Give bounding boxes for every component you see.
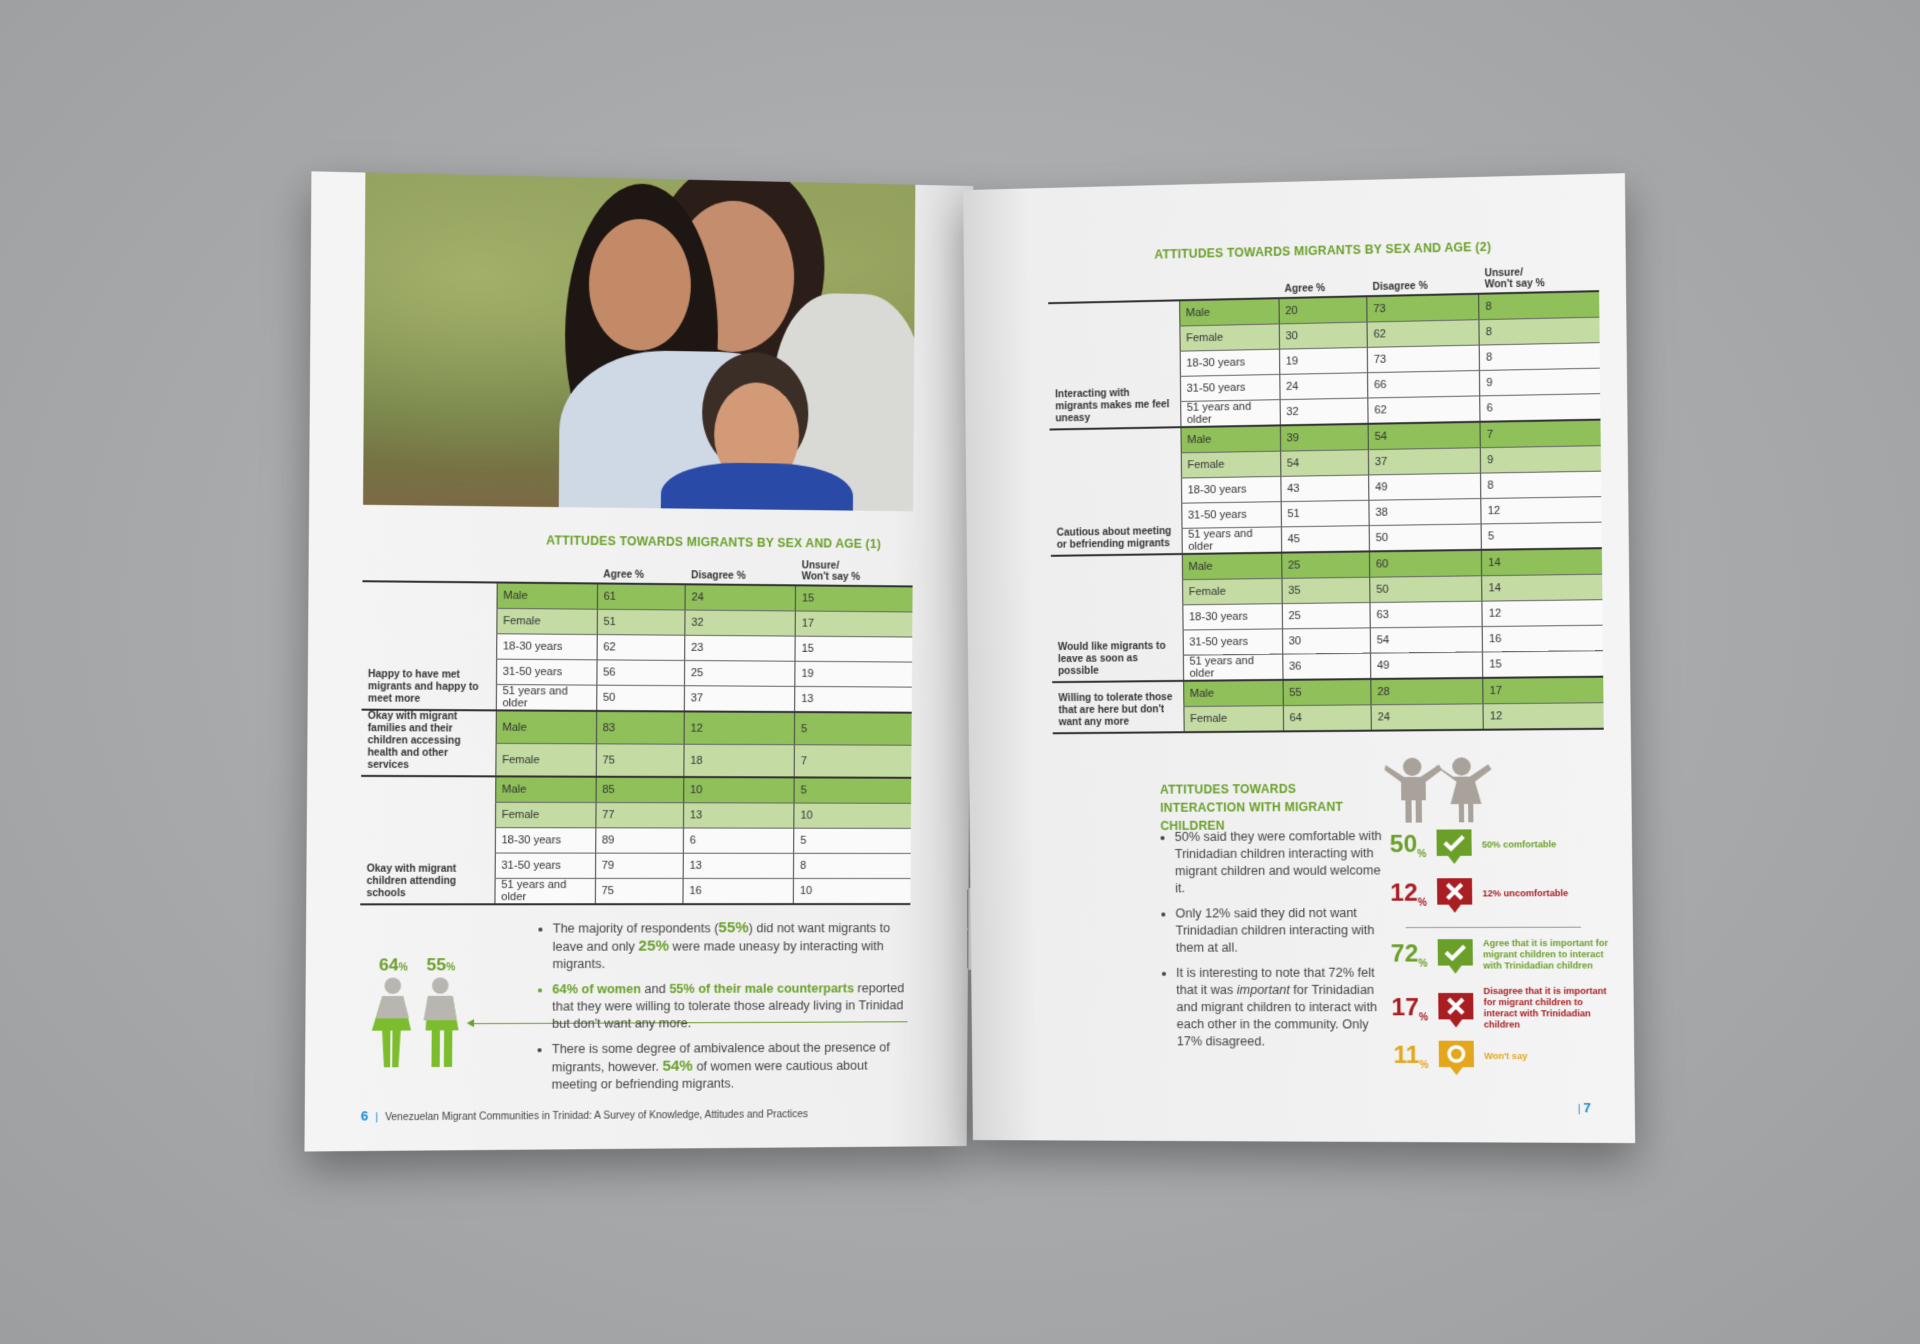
check-icon [1435,937,1474,972]
column-header: Disagree % [1366,266,1478,296]
cross-icon [1436,991,1475,1026]
row-label: Female [1181,451,1281,478]
circle-icon [1437,1039,1476,1074]
column-header: Unsure/ Won't say % [1478,264,1599,294]
column-header: Agree % [597,556,685,584]
table-cell: 73 [1367,345,1479,373]
table-corner [1179,271,1279,300]
row-label: Male [496,710,597,743]
table-row [361,710,911,746]
table-cell: 62 [597,635,685,661]
finding-1: • The majority of respondents (55%) did not want migrants to leave and only 25% were made uneasy by interacting with migrants. [552,919,913,973]
row-group-label: Interacting with migrants makes me feel uneasy [1048,300,1180,429]
table-cell: 24 [685,584,796,611]
stat-value: 72 [1390,940,1419,968]
table-cell: 39 [1280,424,1368,451]
table-cell: 51 [1281,500,1369,527]
table-cell: 32 [685,610,796,636]
row-group-label: Would like migrants to leave as soon as possible [1051,554,1183,682]
children-icon [1381,754,1495,826]
footer: 6 | Venezuelan Migrant Communities in Trinidad: A Survey of Knowledge, Attitudes and Practices [360,1108,809,1124]
table-cell: 24 [1279,373,1367,400]
table-cell: 37 [1368,448,1480,475]
interaction-finding-1: • 50% said they were comfortable with Trinidadian children interacting with migrant children and would welcome it. [1175,828,1385,898]
page-number: 7 [1583,1100,1592,1116]
cross-icon [1435,876,1474,911]
table-cell: 54 [1280,450,1368,477]
women-percent: 64 [378,955,399,975]
table-cell: 30 [1282,628,1370,654]
column-header: Unsure/ Won't say % [795,558,912,586]
table-cell: 64 [1283,705,1371,732]
table-cell: 5 [794,828,911,853]
stat-label: Agree that it is important for migrant children to interact with Trinidadian children [1482,937,1609,971]
row-label: Male [495,776,596,802]
stat-percent-sign: % [1418,1011,1429,1023]
table-cell: 50 [1369,524,1481,551]
table-cell: 89 [595,828,683,853]
row-label: 51 years and older [494,878,595,904]
table-cell: 25 [1281,551,1369,578]
table-cell: 66 [1367,370,1479,398]
stat-item [1384,986,1619,1031]
row-group-label: Cautious about meeting or befriending migrants [1050,427,1182,556]
row-label: 31-50 years [1181,502,1281,529]
table-cell: 8 [1479,343,1600,371]
table-cell: 14 [1482,574,1603,601]
row-group-label: Willing to tolerate those that are here but don't want any more [1052,681,1183,733]
section-title-1: ATTITUDES TOWARDS MIGRANTS BY SEX AND AGE (1) [546,533,882,552]
table-cell: 79 [595,853,683,878]
stat-percent-sign: % [1418,957,1428,970]
table-cell: 30 [1279,322,1367,349]
table-cell: 54 [1368,422,1480,450]
table-cell: 8 [793,853,910,878]
finding-3: • There is some degree of ambivalence about the presence of migrants, however. 54% of women were cautious about meeting or befriending migrants. [552,1039,913,1093]
table-cell: 12 [684,711,795,744]
stat-value: 11 [1393,1041,1420,1070]
table-cell: 5 [794,777,911,803]
table-cell: 51 [597,609,685,635]
table-cell: 7 [1480,420,1601,448]
table-cell: 85 [596,777,684,803]
table-cell: 19 [1279,347,1367,374]
table-cell: 14 [1481,548,1602,576]
table-cell: 50 [1369,576,1481,603]
row-label: Male [1183,680,1283,707]
row-label: 51 years and older [1183,654,1283,681]
family-photo [363,173,915,512]
table-cell: 25 [1282,603,1370,629]
men-percent: 55 [426,955,447,975]
stat-label: Disagree that it is important for migrant children to interact with Trinidadian children [1483,985,1607,1030]
table-cell: 50 [596,685,684,711]
row-label: 18-30 years [495,828,596,853]
interaction-finding-2: • Only 12% said they did not want Trinidadian children interacting with them at all. [1175,905,1385,957]
page-number: 6 [360,1108,369,1124]
stat-percent-sign: % [1417,848,1427,860]
table-corner [1048,273,1179,303]
table-cell: 20 [1278,296,1366,324]
row-label: 51 years and older [1180,400,1280,428]
table-cell: 83 [596,711,684,744]
table-cell: 9 [1480,446,1601,473]
table-cell: 5 [1481,522,1602,550]
section-title-2: ATTITUDES TOWARDS MIGRANTS BY SEX AND AGE (2) [1154,239,1492,262]
table-cell: 28 [1370,678,1482,705]
table-cell: 60 [1369,550,1481,577]
table-cell: 12 [1483,703,1604,730]
row-label: 18-30 years [1182,604,1282,630]
stat-value: 17 [1391,993,1419,1022]
table-corner [497,555,598,583]
stat-item [1382,827,1616,863]
row-label: 31-50 years [495,853,596,878]
table-cell: 15 [1482,651,1603,678]
row-label: 51 years and older [1182,527,1282,554]
row-label: Female [495,802,596,828]
woman-man-icon [369,977,468,1079]
row-label: Female [495,743,596,776]
table-cell: 8 [1479,317,1600,345]
table-cell: 16 [683,878,794,904]
table-cell: 8 [1479,291,1600,320]
table-cell: 18 [684,744,795,777]
table-cell: 12 [1481,497,1602,524]
column-header: Agree % [1278,269,1366,298]
table-cell: 55 [1283,679,1371,706]
table-cell: 10 [793,878,910,904]
table-cell: 13 [795,686,912,712]
row-label: Male [1179,298,1279,326]
table-row [362,581,912,612]
table-cell: 49 [1368,473,1480,500]
stat-item [1384,1039,1618,1074]
table-cell: 73 [1366,294,1478,322]
table-cell: 24 [1371,704,1483,731]
table-cell: 45 [1281,526,1369,553]
table-cell: 12 [1482,600,1603,627]
table-cell: 35 [1281,577,1369,603]
row-label: 18-30 years [1180,349,1280,376]
check-icon [1434,827,1473,862]
row-group-label: Okay with migrant families and their children accessing health and other services [361,710,496,777]
table-cell: 62 [1367,320,1479,348]
table-cell: 10 [683,777,794,803]
stat-value: 12 [1390,879,1418,907]
table-cell: 62 [1367,396,1479,424]
table-cell: 15 [795,585,912,612]
table-cell: 49 [1370,652,1482,679]
row-label: Female [496,608,597,634]
table-cell: 23 [684,635,795,661]
interaction-finding-3: • It is interesting to note that 72% felt that it was important for Trinidadian and migrant children to interact with each other in the community. Only 17% disagreed. [1176,965,1387,1051]
row-group-label: Happy to have met migrants and happy to meet more [362,581,497,710]
row-label: 18-30 years [1181,476,1281,503]
stat-value: 50 [1389,830,1418,859]
table-cell: 17 [795,611,912,637]
table-cell: 17 [1483,677,1604,704]
row-label: Male [1182,553,1282,580]
row-label: Male [1180,425,1280,452]
table-cell: 25 [684,660,795,686]
table-cell: 13 [683,853,794,878]
table-cell: 32 [1280,398,1368,425]
footer: | 7 [1577,1100,1592,1116]
table-cell: 16 [1482,625,1603,652]
arrow-head [467,1019,474,1027]
table-cell: 19 [795,661,912,687]
row-label: 31-50 years [1183,629,1283,655]
table-cell: 43 [1280,475,1368,502]
stat-item [1383,937,1617,972]
table-row [361,776,911,803]
stat-label: 50% comfortable [1481,838,1557,850]
table-cell: 75 [595,878,683,904]
interaction-findings [1160,828,1386,1059]
table-cell: 56 [596,660,684,686]
section-title-3: ATTITUDES TOWARDS INTERACTION WITH MIGRANT CHILDREN [1159,781,1344,834]
footer-title: Venezuelan Migrant Communities in Trinidad: A Survey of Knowledge, Attitudes and Practices [384,1109,809,1124]
table-cell: 5 [794,712,911,745]
column-header: Disagree % [685,557,796,585]
row-label: 51 years and older [496,685,597,711]
row-group-label: Okay with migrant children attending schools [360,776,495,904]
row-label: 31-50 years [1180,374,1280,401]
row-label: 18-30 years [496,634,597,660]
table-cell: 38 [1369,499,1481,526]
findings-list [537,919,913,1102]
table-cell: 15 [795,636,912,662]
stat-percent-sign: % [1417,897,1427,909]
table-corner [363,554,497,583]
left-page [304,171,973,1151]
stat-item [1383,876,1617,911]
row-label: Female [1182,578,1282,604]
attitudes-table-1 [360,554,913,906]
right-page [963,173,1635,1143]
finding-2: • 64% of women and 55% of their male counterparts reported that they were willing to tolerate those already living in Trinidad but don't want any more. [552,980,913,1033]
gender-figure: 64% 55% [369,955,468,1078]
stats-divider [1406,927,1581,928]
table-cell: 6 [683,828,794,853]
table-cell: 37 [684,686,795,712]
table-cell: 10 [794,803,911,828]
table-cell: 7 [794,745,911,778]
row-label: Male [497,582,598,609]
table-cell: 75 [596,744,684,777]
row-label: Female [1179,324,1279,351]
stat-percent-sign: % [1419,1059,1429,1071]
table-cell: 8 [1480,471,1601,498]
table-cell: 54 [1370,627,1482,654]
table-cell: 6 [1480,394,1601,422]
table-cell: 61 [597,583,685,610]
table-cell: 77 [595,803,683,828]
table-cell: 9 [1479,368,1600,396]
stat-label: 12% uncomfortable [1482,887,1569,898]
row-label: 31-50 years [496,659,597,685]
stat-label: Won't say [1483,1050,1528,1061]
table-cell: 63 [1370,601,1482,628]
table-cell: 13 [683,803,794,828]
row-label: Female [1183,706,1283,733]
table-cell: 36 [1282,653,1370,680]
attitudes-table-2 [1048,264,1604,735]
